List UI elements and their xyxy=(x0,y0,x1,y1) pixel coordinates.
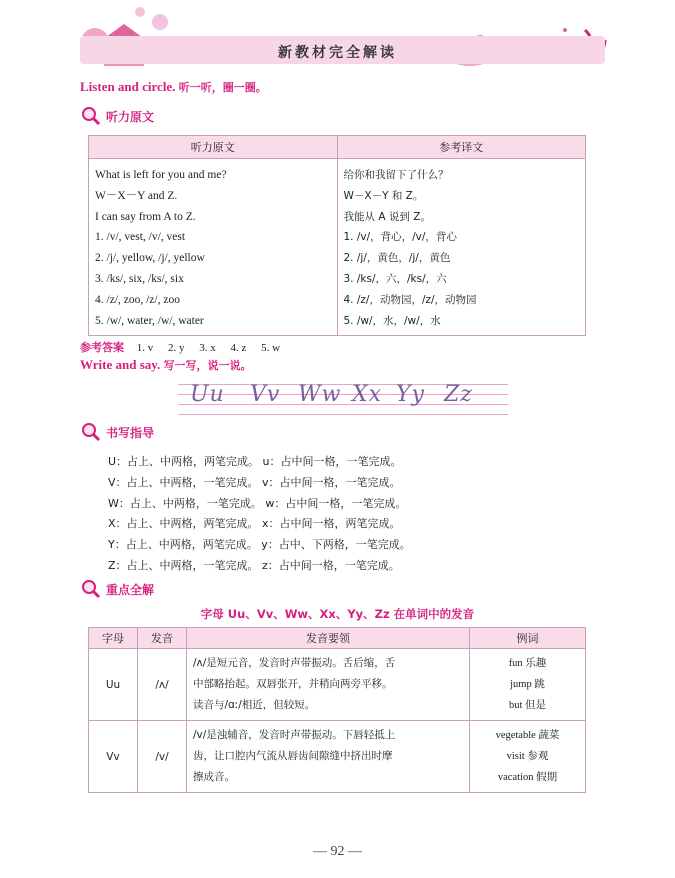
table-cell xyxy=(470,649,586,721)
magnifier-icon xyxy=(80,105,102,127)
table-cell: 2. /j/, yellow, /j/, yellow xyxy=(95,252,205,265)
table-header: 听力原文 xyxy=(89,136,338,159)
example-word: but 但是 xyxy=(508,699,547,711)
table-cell: 2. /j/，黄色，/j/，黄色 xyxy=(343,252,451,265)
pronunciation-table-title: 字母 Uu、Vv、Ww、Xx、Yy、Zz 在单词中的发音 xyxy=(200,607,475,621)
write-instruction xyxy=(80,357,252,373)
write-en: Write and say. xyxy=(80,357,161,372)
table-cell: /ʌ/ xyxy=(138,649,187,721)
transcript-table xyxy=(88,135,586,336)
table-cell: W－X－Y 和 Z。 xyxy=(343,189,424,202)
table-header: 例词 xyxy=(470,628,586,649)
table-cell: 我能从 A 说到 Z。 xyxy=(343,210,431,223)
table-cell: W－X－Y and Z. xyxy=(95,189,178,202)
table-cell: 3. /ks/, six, /ks/, six xyxy=(95,272,184,285)
desc-line: 读音与/ɑː/相近，但较短。 xyxy=(193,699,316,711)
section-writing-heading xyxy=(80,421,154,443)
table-cell: /v/ xyxy=(138,721,187,793)
table-header: 发音 xyxy=(138,628,187,649)
table-cell: 4. /z/, zoo, /z/, zoo xyxy=(95,293,180,306)
page-header xyxy=(0,0,675,72)
letter-pair: Zz xyxy=(444,382,473,407)
pronunciation-table xyxy=(88,627,586,793)
answer-label: 参考答案 xyxy=(80,341,124,354)
writing-guide xyxy=(108,452,411,577)
table-cell: 3. /ks/，六，/ks/，六 xyxy=(343,272,447,285)
section-title: 书写指导 xyxy=(106,425,155,440)
table-cell: What is left for you and me? xyxy=(95,169,227,181)
desc-line: 中部略抬起。双唇张开，并稍向两旁平移。 xyxy=(193,678,393,690)
guide-line: W：占上、中两格，一笔完成。 w：占中间一格，一笔完成。 xyxy=(108,496,407,510)
answer-item: 1. v xyxy=(136,342,154,354)
listen-en: Listen and circle. xyxy=(80,79,176,94)
example-word: vacation 假期 xyxy=(497,771,558,783)
desc-line: /v/是浊辅音，发音时声带振动。下唇轻抵上 xyxy=(193,729,396,741)
answer-line xyxy=(80,339,292,355)
answer-item: 3. x xyxy=(199,342,216,354)
header-title: 新教材完全解读 xyxy=(278,45,397,61)
example-word: visit 参观 xyxy=(506,750,549,762)
table-cell: 1. /v/，背心，/v/，背心 xyxy=(343,231,457,244)
letter-pair: Yy xyxy=(396,382,425,407)
transcript-left xyxy=(89,159,338,336)
answer-item: 2. y xyxy=(168,342,185,354)
example-word: jump 跳 xyxy=(510,678,545,690)
letter-pair: Vv xyxy=(250,382,281,407)
transcript-right xyxy=(337,159,586,336)
table-header: 字母 xyxy=(89,628,138,649)
table-cell xyxy=(187,649,470,721)
letter-pair: Uu xyxy=(190,382,225,407)
table-row xyxy=(89,721,586,793)
table-cell xyxy=(470,721,586,793)
table-row xyxy=(89,649,586,721)
letter-pair: Ww xyxy=(298,382,342,407)
guide-line: V：占上、中两格，一笔完成。 v：占中间一格，一笔完成。 xyxy=(108,475,401,489)
page-number: — 92 — xyxy=(313,844,362,859)
table-cell: 给你和我留下了什么？ xyxy=(343,169,449,181)
section-keypoints-heading xyxy=(80,578,154,600)
guide-line: Y：占上、中两格，两笔完成。 y：占中、下两格，一笔完成。 xyxy=(108,538,411,552)
handwriting-letters xyxy=(190,380,510,416)
answer-item: 5. w xyxy=(261,342,281,354)
section-title: 听力原文 xyxy=(106,109,155,124)
listen-instruction xyxy=(80,79,267,95)
guide-line: U：占上、中两格，两笔完成。 u：占中间一格，一笔完成。 xyxy=(108,455,402,468)
example-word: fun 乐趣 xyxy=(508,657,547,669)
letter-pair: Xx xyxy=(352,382,383,407)
answer-item: 4. z xyxy=(230,342,247,354)
magnifier-icon xyxy=(80,578,102,600)
example-word: vegetable 蔬菜 xyxy=(495,729,560,741)
table-cell: I can say from A to Z. xyxy=(95,210,196,223)
table-header: 参考译文 xyxy=(337,136,586,159)
table-cell xyxy=(187,721,470,793)
table-cell: Vv xyxy=(89,721,138,793)
write-zh: 写一写，说一说。 xyxy=(163,359,252,372)
section-transcript-heading xyxy=(80,105,154,127)
listen-zh: 听一听，圈一圈。 xyxy=(178,81,267,94)
table-cell: 4. /z/，动物园，/z/，动物园 xyxy=(343,293,477,306)
desc-line: /ʌ/是短元音，发音时声带振动。舌后缩，舌 xyxy=(193,657,396,669)
table-cell: Uu xyxy=(89,649,138,721)
guide-line: Z：占上、中两格，一笔完成。 z：占中间一格，一笔完成。 xyxy=(108,558,400,572)
table-cell: 1. /v/, vest, /v/, vest xyxy=(95,231,186,244)
table-cell: 5. /w/, water, /w/, water xyxy=(95,314,204,327)
desc-line: 擦成音。 xyxy=(193,771,235,783)
magnifier-icon xyxy=(80,421,102,443)
table-cell: 5. /w/，水，/w/，水 xyxy=(343,314,441,327)
desc-line: 齿，让口腔内气流从唇齿间隙缝中挤出时摩 xyxy=(193,750,393,762)
section-title: 重点全解 xyxy=(106,582,155,597)
guide-line: X：占上、中两格，两笔完成。 x：占中间一格，两笔完成。 xyxy=(108,517,401,531)
table-header: 发音要领 xyxy=(187,628,470,649)
